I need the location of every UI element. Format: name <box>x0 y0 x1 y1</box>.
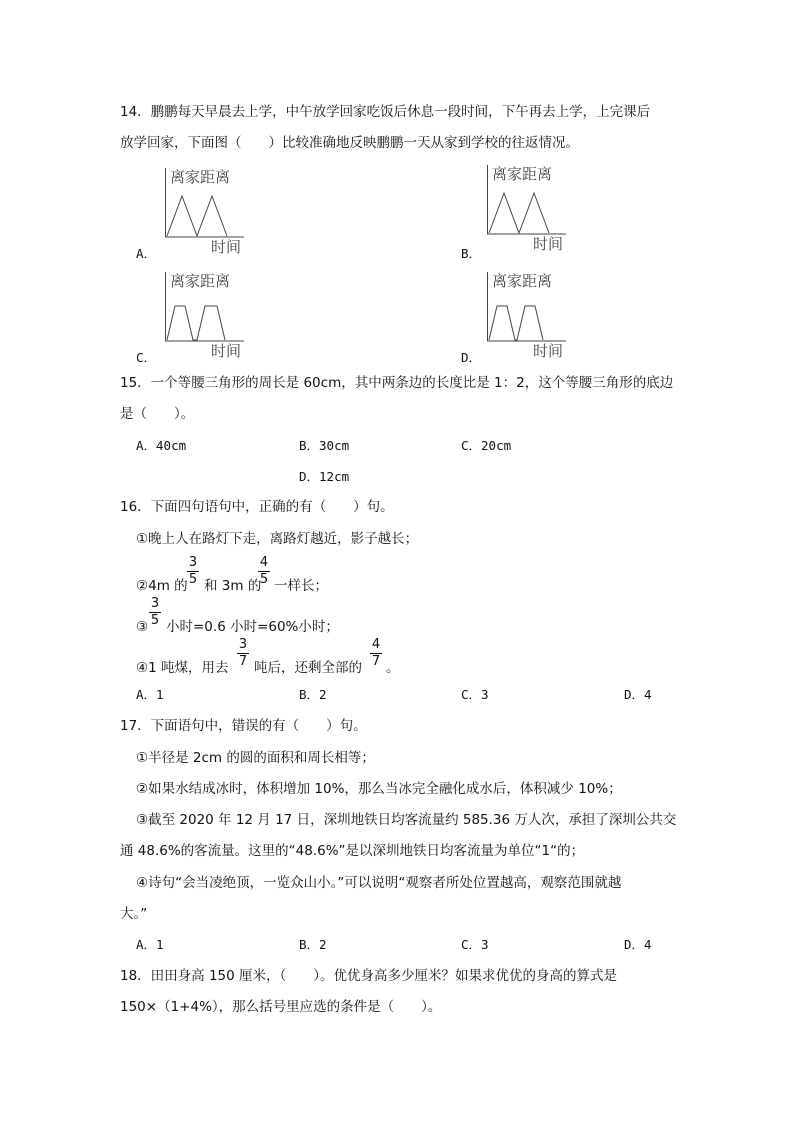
q16-option-d: D．4 <box>624 687 652 702</box>
q16-s4-part-c: 。 <box>386 660 400 676</box>
q14-graph-c-ylabel: 离家距离 <box>170 272 231 290</box>
q16-s2-fraction-1-num: 3 <box>188 555 198 570</box>
q14-graph-a-xlabel: 时间 <box>211 238 242 256</box>
q16-s3-fraction-num: 3 <box>150 596 160 611</box>
q14-graph-c <box>165 270 245 362</box>
q14-graph-c-xlabel: 时间 <box>211 342 242 360</box>
q15-stem-line1: 15．一个等腰三角形的周长是 60cm，其中两条边的长度比是 1：2，这个等腰三角形的底边 <box>120 375 674 391</box>
q16-s3-prefix: ③ <box>136 619 149 635</box>
q16-s2-part-b: 和 3m 的 <box>204 578 262 594</box>
q17-option-c: C．3 <box>461 937 489 952</box>
q16-s4-fraction-2-num: 4 <box>371 637 381 652</box>
q16-s3-fraction-den: 5 <box>150 613 160 628</box>
q16-s2-part-c: 一样长； <box>274 578 328 594</box>
q17-option-a: A．1 <box>136 937 164 952</box>
q17-statement-3-line2: 通 48.6%的客流量。这里的“48.6%”是以深圳地铁日均客流量为单位“1“的； <box>120 843 585 859</box>
q16-stem: 16．下面四句语句中，正确的有（ ）句。 <box>120 499 394 515</box>
q14-stem-line1: 14．鹏鹏每天早晨去上学，中午放学回家吃饭后休息一段时间，下午再去上学，上完课后 <box>120 104 651 120</box>
q17-statement-4-line2: 大。” <box>120 906 148 922</box>
q17-statement-1: ①半径是 2cm 的圆的面积和周长相等； <box>136 750 375 766</box>
q16-option-c: C．3 <box>461 687 489 702</box>
q16-s2-fraction-1-den: 5 <box>188 572 198 587</box>
q16-s3-rest: 小时=0.6 小时=60%小时； <box>166 619 339 635</box>
q16-s2-fraction-2-num: 4 <box>259 555 269 570</box>
q15-option-b: B．30cm <box>299 438 350 453</box>
q17-stem: 17．下面语句中，错误的有（ ）句。 <box>120 718 367 734</box>
q14-stem-line2: 放学回家，下面图（ ）比较准确地反映鹏鹏一天从家到学校的往返情况。 <box>120 135 579 151</box>
q16-s2-fraction-1 <box>187 556 199 587</box>
q16-s4-fraction-1 <box>237 638 249 669</box>
q14-option-b: B． <box>461 246 482 261</box>
q18-stem-line2: 150×（1+4%），那么括号里应选的条件是（ ）。 <box>120 999 442 1015</box>
q17-statement-3-line1: ③截至 2020 年 12 月 17 日，深圳地铁日均客流量约 585.36 万人次，承担了深圳公共交 <box>136 812 677 828</box>
q14-graph-b-ylabel: 离家距离 <box>492 165 553 183</box>
q14-graph-b-xlabel: 时间 <box>533 235 564 253</box>
q14-option-d: D． <box>461 350 482 365</box>
q16-s4-part-b: 吨后，还剩全部的 <box>254 660 362 676</box>
q16-s3-fraction <box>149 597 161 628</box>
q15-stem-line2: 是（ ）。 <box>120 406 195 422</box>
q14-option-a: A． <box>136 246 157 261</box>
q16-s4-fraction-1-den: 7 <box>238 654 248 669</box>
q16-s2-part-a: ②4m 的 <box>136 578 188 594</box>
q14-graph-b <box>487 163 567 255</box>
q14-graph-d-ylabel: 离家距离 <box>492 272 553 290</box>
q16-s2-fraction-2 <box>258 556 270 587</box>
q14-option-c: C． <box>136 350 157 365</box>
q17-statement-2: ②如果水结成冰时，体积增加 10%，那么当冰完全融化成水后，体积减少 10%； <box>136 781 622 797</box>
q16-s4-fraction-2 <box>370 638 382 669</box>
q17-statement-4-line1: ④诗句“会当凌绝顶，一览众山小。”可以说明“观察者所处位置越高，观察范围就越 <box>136 875 622 891</box>
q16-s4-part-a: ④1 吨煤，用去 <box>136 660 229 676</box>
q14-graph-a <box>165 166 245 258</box>
q15-option-a: A．40cm <box>136 438 187 453</box>
q16-option-a: A．1 <box>136 687 164 702</box>
q15-option-d: D．12cm <box>299 469 350 484</box>
q14-graph-d <box>487 270 567 362</box>
q16-s4-fraction-2-den: 7 <box>371 654 381 669</box>
q15-option-c: C．20cm <box>461 438 512 453</box>
q17-option-b: B．2 <box>299 937 327 952</box>
q14-graph-a-ylabel: 离家距离 <box>170 168 231 186</box>
q17-option-d: D．4 <box>624 937 652 952</box>
q16-option-b: B．2 <box>299 687 327 702</box>
q16-s2-fraction-2-den: 5 <box>259 572 269 587</box>
q14-graph-d-xlabel: 时间 <box>533 342 564 360</box>
q16-statement-1: ①晚上人在路灯下走，离路灯越近，影子越长； <box>136 531 419 547</box>
q18-stem-line1: 18．田田身高 150 厘米，（ ）。优优身高多少厘米？如果求优优的身高的算式是 <box>120 968 618 984</box>
q16-s4-fraction-1-num: 3 <box>238 637 248 652</box>
